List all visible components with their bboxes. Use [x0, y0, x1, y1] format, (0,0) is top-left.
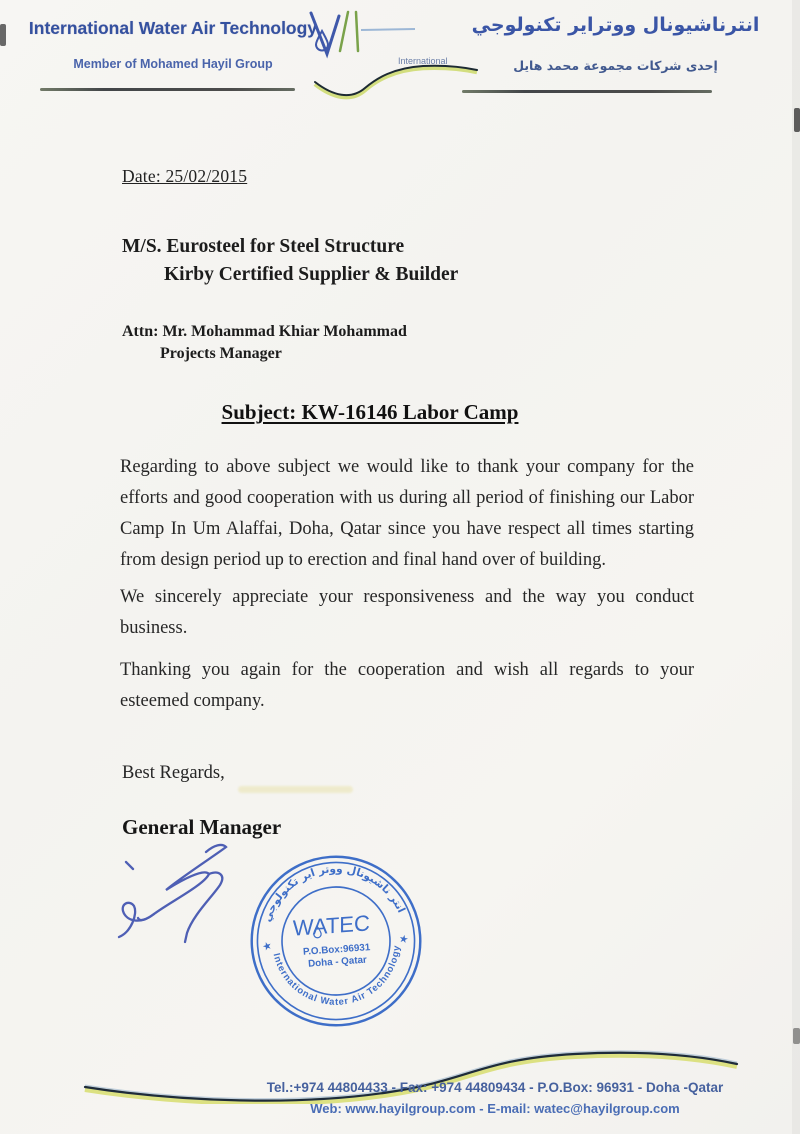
- signature-stroke-main: [138, 845, 226, 920]
- body-paragraph-1: Regarding to above subject we would like to thank your company for the efforts and good cooperation with us during all period of finishing our Labor Camp In Um Alaffai, Doha, Qatar since you have respect all times starting from design period up to erection and final hand over of building.: [120, 457, 694, 570]
- scan-edge-band: [792, 0, 800, 1134]
- company-member-line-arabic: إحدى شركات مجموعة محمد هايل: [513, 58, 718, 73]
- body-paragraph-2: We sincerely appreciate your responsiveness and the way you conduct business.: [120, 587, 694, 638]
- attention-title: Projects Manager: [160, 345, 282, 362]
- attention-block: [122, 321, 407, 365]
- header-rule-right: [462, 90, 712, 93]
- scan-artifact: [793, 1028, 800, 1044]
- stamp-svg: [240, 845, 432, 1037]
- recipient-company: M/S. Eurosteel for Steel Structure: [122, 236, 405, 257]
- logo-w-stroke: [311, 13, 339, 54]
- attention-name: Attn: Mr. Mohammad Khiar Mohammad: [122, 323, 407, 340]
- company-name-arabic: انترناشيونال ووتراير تكنولوجي: [471, 14, 760, 36]
- scan-artifact: [794, 108, 800, 132]
- signature-stroke-tail: [185, 873, 222, 942]
- date-line: Date: 25/02/2015: [122, 166, 248, 186]
- body-paragraph-3: Thanking you again for the cooperation and wish all regards to your esteemed company.: [120, 660, 694, 711]
- closing-line: Best Regards,: [122, 763, 225, 783]
- company-name-english: International Water Air Technology: [28, 18, 318, 38]
- star-icon: ★: [261, 940, 274, 954]
- logo-caption: International: [398, 56, 448, 66]
- logo-crossbar: [361, 29, 415, 30]
- company-logo: [303, 8, 488, 103]
- scan-smudge: [238, 786, 353, 793]
- stamp-logo-text: WATEC: [292, 910, 370, 941]
- header-swoosh-highlight: [315, 68, 477, 97]
- logo-i-stroke: [356, 12, 358, 51]
- company-stamp: [240, 845, 432, 1037]
- star-icon: ★: [397, 933, 410, 947]
- logo-a-stroke: [340, 12, 348, 51]
- footer-contact-line: Tel.:+974 44804433 - Fax: +974 44809434 - P.O.Box: 96931 - Doha -Qatar: [266, 1080, 724, 1095]
- signature-stroke-dot: [126, 862, 133, 869]
- logo-mark-svg: [303, 8, 488, 103]
- stamp-city: Doha - Qatar: [307, 954, 368, 970]
- company-member-line-english: Member of Mohamed Hayil Group: [73, 57, 273, 71]
- signature-stroke-loop: [119, 903, 154, 937]
- stamp-english-text: International Water Air Technology: [271, 944, 402, 1007]
- recipient-block: [122, 233, 458, 289]
- stamp-arabic-text: انتر ناشيونال ووتر اير تكنولوجي: [260, 862, 409, 924]
- stamp-pobox: P.O.Box:96931: [302, 942, 371, 958]
- signatory-title: General Manager: [122, 815, 282, 839]
- scan-artifact: [0, 24, 6, 46]
- header-rule-left: [40, 88, 295, 91]
- footer-web-email-line: Web: www.hayilgroup.com - E-mail: watec@hayilgroup.com: [310, 1101, 680, 1116]
- recipient-descriptor: Kirby Certified Supplier & Builder: [164, 264, 459, 285]
- subject-line: Subject: KW-16146 Labor Camp: [221, 400, 519, 424]
